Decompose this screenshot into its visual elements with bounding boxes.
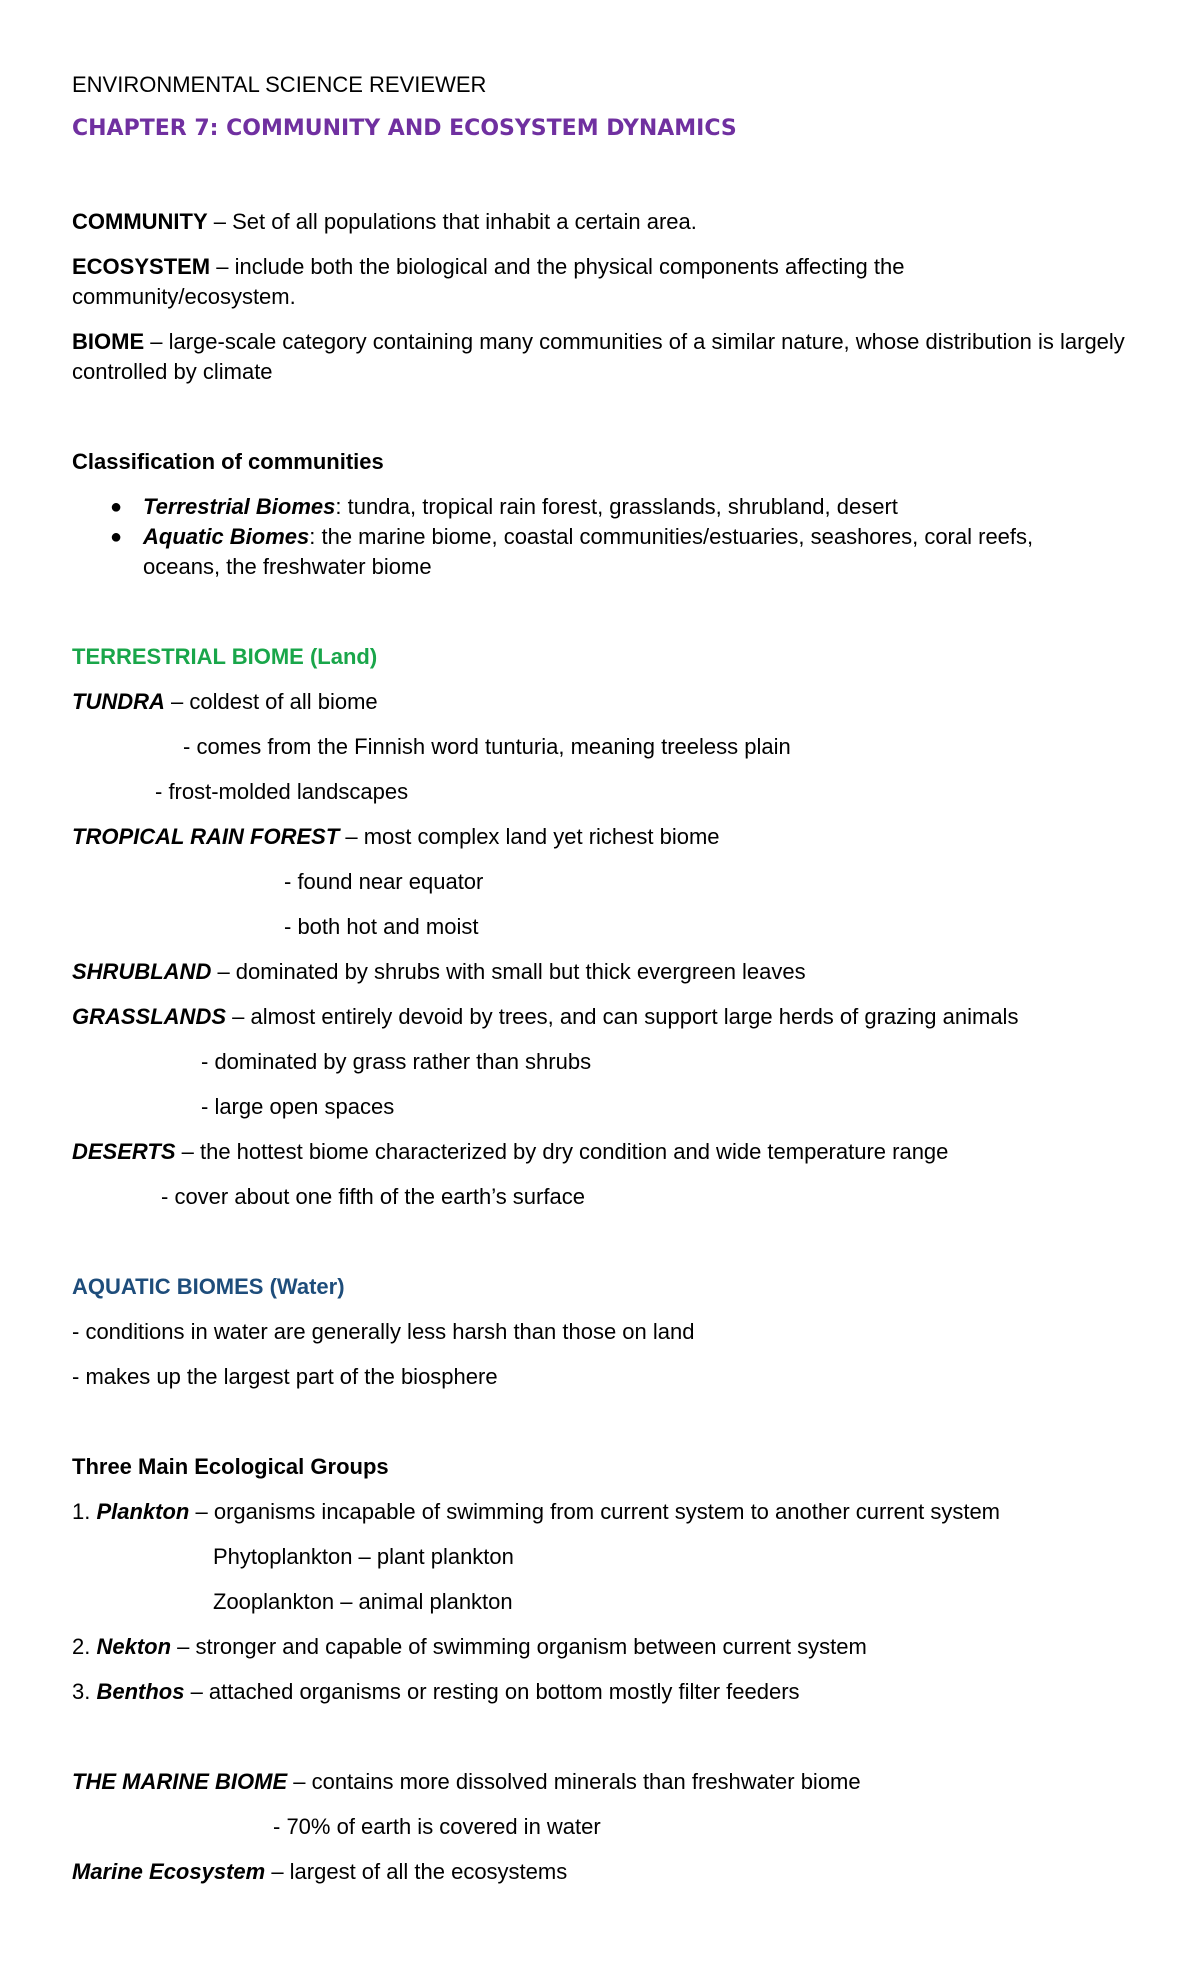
item-number: 2.	[72, 1634, 97, 1659]
bullet-icon: ●	[110, 526, 123, 548]
term: GRASSLANDS	[72, 1004, 227, 1029]
tundra-note: - comes from the Finnish word tunturia, meaning treeless plain	[183, 734, 791, 759]
item-text: : the marine biome, coastal communities/estuaries, seashores, coral reefs,	[309, 524, 1034, 549]
item-text: – attached organisms or resting on bottom mostly filter feeders	[184, 1679, 800, 1704]
term: COMMUNITY	[72, 209, 208, 234]
definition-biome	[72, 327, 1132, 387]
rainforest-entry	[72, 822, 720, 852]
term: Aquatic Biomes	[143, 524, 310, 549]
list-item	[143, 522, 1033, 552]
group-item-nekton	[72, 1632, 867, 1662]
list-item-continuation: oceans, the freshwater biome	[143, 554, 432, 579]
definition-ecosystem	[72, 252, 1132, 312]
plankton-sub: Phytoplankton – plant plankton	[213, 1544, 514, 1569]
term: THE MARINE BIOME	[72, 1769, 288, 1794]
entry-text: – the hottest biome characterized by dry condition and wide temperature range	[175, 1139, 949, 1164]
entry-text: – contains more dissolved minerals than freshwater biome	[287, 1769, 861, 1794]
chapter-title: CHAPTER 7: COMMUNITY AND ECOSYSTEM DYNAMICS	[72, 116, 737, 141]
entry-text: – most complex land yet richest biome	[339, 824, 720, 849]
term: Terrestrial Biomes	[143, 494, 336, 519]
classification-heading	[72, 447, 384, 477]
entry-text: – largest of all the ecosystems	[265, 1859, 568, 1884]
heading-text: Classification of communities	[72, 449, 384, 474]
tundra-note: - frost-molded landscapes	[155, 779, 409, 804]
terrestrial-heading: TERRESTRIAL BIOME (Land)	[72, 644, 378, 669]
item-text: – stronger and capable of swimming organism between current system	[171, 1634, 867, 1659]
term: DESERTS	[72, 1139, 176, 1164]
entry-text: – almost entirely devoid by trees, and can support large herds of grazing animals	[226, 1004, 1019, 1029]
aquatic-note: - conditions in water are generally less harsh than those on land	[72, 1319, 695, 1344]
definition-text: – large-scale category containing many communities of a similar nature, whose distribution is largely controlled by climate	[72, 329, 1125, 384]
tundra-entry	[72, 687, 378, 717]
definition-text: – Set of all populations that inhabit a certain area.	[207, 209, 697, 234]
term: SHRUBLAND	[72, 959, 212, 984]
definition-community	[72, 207, 697, 237]
deserts-entry	[72, 1137, 948, 1167]
marine-ecosystem-entry	[72, 1857, 567, 1887]
rainforest-note: - both hot and moist	[284, 914, 479, 939]
entry-text: – dominated by shrubs with small but thick evergreen leaves	[211, 959, 806, 984]
shrubland-entry	[72, 957, 806, 987]
term: TROPICAL RAIN FOREST	[72, 824, 340, 849]
term: Plankton	[96, 1499, 190, 1524]
grasslands-entry	[72, 1002, 1018, 1032]
grasslands-note: - dominated by grass rather than shrubs	[201, 1049, 592, 1074]
term: Benthos	[96, 1679, 185, 1704]
definition-text: – include both the biological and the physical components affecting the community/ecosystem.	[72, 254, 905, 309]
grasslands-note: - large open spaces	[201, 1094, 395, 1119]
item-text: : tundra, tropical rain forest, grasslands, shrubland, desert	[335, 494, 898, 519]
term: TUNDRA	[72, 689, 165, 714]
bullet-icon: ●	[110, 496, 123, 518]
deserts-note: - cover about one fifth of the earth’s surface	[161, 1184, 585, 1209]
item-text: – organisms incapable of swimming from current system to another current system	[189, 1499, 1001, 1524]
plankton-sub: Zooplankton – animal plankton	[213, 1589, 513, 1614]
list-item	[143, 492, 898, 522]
aquatic-heading: AQUATIC BIOMES (Water)	[72, 1274, 345, 1299]
entry-text: – coldest of all biome	[164, 689, 378, 714]
aquatic-note: - makes up the largest part of the biosphere	[72, 1364, 498, 1389]
marine-biome-entry	[72, 1767, 861, 1797]
item-number: 1.	[72, 1499, 97, 1524]
heading-text: Three Main Ecological Groups	[72, 1454, 389, 1479]
doc-title: ENVIRONMENTAL SCIENCE REVIEWER	[72, 72, 487, 97]
groups-heading	[72, 1452, 389, 1482]
item-number: 3.	[72, 1679, 97, 1704]
rainforest-note: - found near equator	[284, 869, 484, 894]
group-item-plankton	[72, 1497, 1000, 1527]
term: Marine Ecosystem	[72, 1859, 266, 1884]
term: Nekton	[96, 1634, 172, 1659]
group-item-benthos	[72, 1677, 800, 1707]
term: ECOSYSTEM	[72, 254, 211, 279]
marine-biome-note: - 70% of earth is covered in water	[273, 1814, 601, 1839]
term: BIOME	[72, 329, 145, 354]
